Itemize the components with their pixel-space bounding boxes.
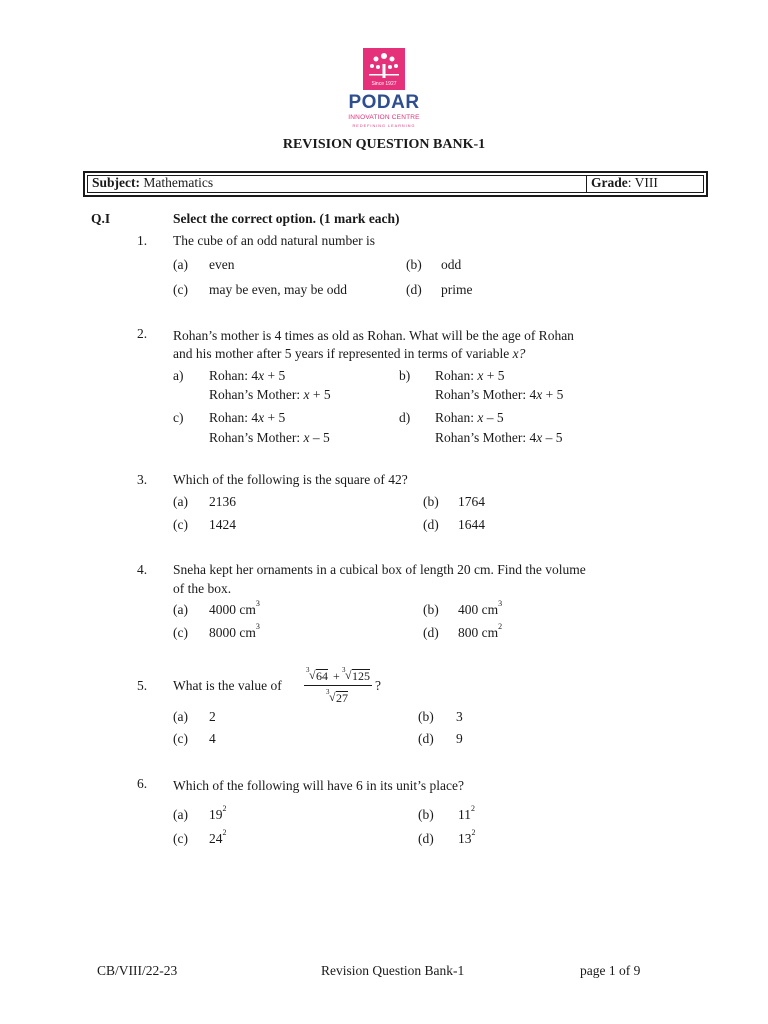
option-label: (c) bbox=[173, 282, 188, 297]
option-b: odd bbox=[441, 257, 462, 272]
subject-field bbox=[92, 175, 213, 191]
question-number: 3. bbox=[137, 472, 148, 487]
option-label: (a) bbox=[173, 494, 188, 509]
option-label: (c) bbox=[173, 517, 188, 532]
question-text: Which of the following is the square of 42? bbox=[173, 472, 408, 487]
option-c-line-2: Rohan’s Mother: x – 5 bbox=[209, 430, 330, 445]
option-b: 400 $cm^3$ bbox=[458, 599, 503, 617]
page-title: REVISION QUESTION BANK-1 bbox=[282, 137, 486, 152]
logo-since: Since 1927 bbox=[371, 81, 397, 87]
option-d: prime bbox=[441, 282, 473, 297]
option-label: (a) bbox=[173, 807, 188, 822]
option-label: (a) bbox=[173, 257, 188, 272]
option-label: (d) bbox=[423, 517, 439, 532]
option-b-line-1: Rohan: x + 5 bbox=[435, 368, 505, 383]
option-b: 1764 bbox=[458, 494, 485, 509]
podar-logo bbox=[330, 48, 438, 130]
radicand: 27 bbox=[336, 691, 348, 705]
footer-code: CB/VIII/22-23 bbox=[97, 963, 178, 978]
option-a: 4000 $cm^3$ bbox=[209, 599, 260, 617]
option-d: $13^2$ bbox=[458, 828, 476, 846]
option-label: (b) bbox=[423, 494, 439, 509]
option-label: b) bbox=[399, 368, 411, 383]
question-text-line-1: Sneha kept her ornaments in a cubical box of length 20 cm. Find the volume bbox=[173, 562, 586, 577]
footer-title: Revision Question Bank-1 bbox=[321, 963, 465, 978]
option-label: (b) bbox=[418, 709, 434, 724]
option-d: 1644 bbox=[458, 517, 485, 532]
subject-divider bbox=[586, 176, 587, 192]
option-c: 8000 $cm^3$ bbox=[209, 622, 260, 640]
option-c-line-1: Rohan: 4x + 5 bbox=[209, 410, 286, 425]
option-d-line-2: Rohan’s Mother: 4x – 5 bbox=[435, 430, 563, 445]
option-label: (d) bbox=[418, 731, 434, 746]
option-label: (b) bbox=[406, 257, 422, 272]
option-c: $24^2$ bbox=[209, 828, 227, 846]
option-label: a) bbox=[173, 368, 184, 383]
question-text: and his mother after 5 years if represented in terms of variable bbox=[173, 346, 510, 361]
option-d-line-1: Rohan: x – 5 bbox=[435, 410, 504, 425]
question-text-line-2: of the box. bbox=[173, 581, 232, 596]
footer-page: page 1 of 9 bbox=[580, 963, 641, 978]
option-label: d) bbox=[399, 410, 411, 425]
option-b: 3 bbox=[456, 709, 463, 724]
option-label: (d) bbox=[423, 625, 439, 640]
plus-sign: + bbox=[333, 669, 340, 683]
logo-subtitle: INNOVATION CENTRE bbox=[348, 114, 420, 121]
fraction-bar bbox=[304, 685, 372, 686]
root-index: 3 bbox=[326, 688, 330, 696]
option-d: 800 $cm^2$ bbox=[458, 622, 503, 640]
section-instruction: Select the correct option. (1 mark each) bbox=[173, 211, 400, 226]
root-index: 3 bbox=[306, 666, 310, 674]
section-number: Q.I bbox=[91, 211, 111, 226]
option-label: (c) bbox=[173, 731, 188, 746]
question-text: The cube of an odd natural number is bbox=[173, 233, 376, 248]
option-a: 2136 bbox=[209, 494, 236, 509]
option-label: (a) bbox=[173, 602, 188, 617]
radicand: 125 bbox=[352, 669, 370, 683]
radicand: 64 bbox=[316, 669, 328, 683]
option-a-line-1: Rohan: 4x + 5 bbox=[209, 368, 286, 383]
question-number: 4. bbox=[137, 562, 148, 577]
question-number: 6. bbox=[137, 776, 148, 791]
question-number: 5. bbox=[137, 678, 148, 693]
question-text-line-2 bbox=[173, 346, 525, 362]
question-text: What is the value of bbox=[173, 678, 282, 693]
option-a: $19^2$ bbox=[209, 804, 227, 822]
question-number: 1. bbox=[137, 233, 148, 248]
grade-label: Grade bbox=[591, 175, 628, 190]
option-label: c) bbox=[173, 410, 184, 425]
option-a-line-2: Rohan’s Mother: x + 5 bbox=[209, 387, 331, 402]
grade-value: : VIII bbox=[627, 175, 658, 190]
option-c: may be even, may be odd bbox=[209, 282, 347, 297]
option-label: (c) bbox=[173, 625, 188, 640]
option-label: (c) bbox=[173, 831, 188, 846]
question-text-line-1: Rohan’s mother is 4 times as old as Rohan. What will be the age of Rohan bbox=[173, 328, 574, 343]
option-c: 1424 bbox=[209, 517, 236, 532]
option-label: (d) bbox=[418, 831, 434, 846]
option-a: even bbox=[209, 257, 235, 272]
option-b-line-2: Rohan’s Mother: 4x + 5 bbox=[435, 387, 564, 402]
question-mark: ? bbox=[375, 678, 381, 693]
variable: x? bbox=[512, 346, 526, 361]
option-label: (a) bbox=[173, 709, 188, 724]
option-label: (b) bbox=[418, 807, 434, 822]
logo-tagline: REDEFINING LEARNING bbox=[352, 124, 416, 128]
option-d: 9 bbox=[456, 731, 463, 746]
radical-sign: √ bbox=[329, 690, 336, 704]
option-c: 4 bbox=[209, 731, 216, 746]
question-text: Which of the following will have 6 in its unit’s place? bbox=[173, 778, 464, 793]
option-a: 2 bbox=[209, 709, 216, 724]
option-b: $11^2$ bbox=[458, 804, 475, 822]
question-number: 2. bbox=[137, 326, 148, 341]
subject-label: Subject: bbox=[92, 175, 140, 190]
option-label: (d) bbox=[406, 282, 422, 297]
logo-wordmark: PODAR bbox=[348, 92, 420, 113]
option-label: (b) bbox=[423, 602, 439, 617]
radical-sign: √ bbox=[309, 668, 316, 682]
radical-sign: √ bbox=[345, 668, 352, 682]
subject-value: Mathematics bbox=[143, 175, 214, 190]
root-index: 3 bbox=[342, 666, 346, 674]
grade-field bbox=[591, 175, 658, 191]
